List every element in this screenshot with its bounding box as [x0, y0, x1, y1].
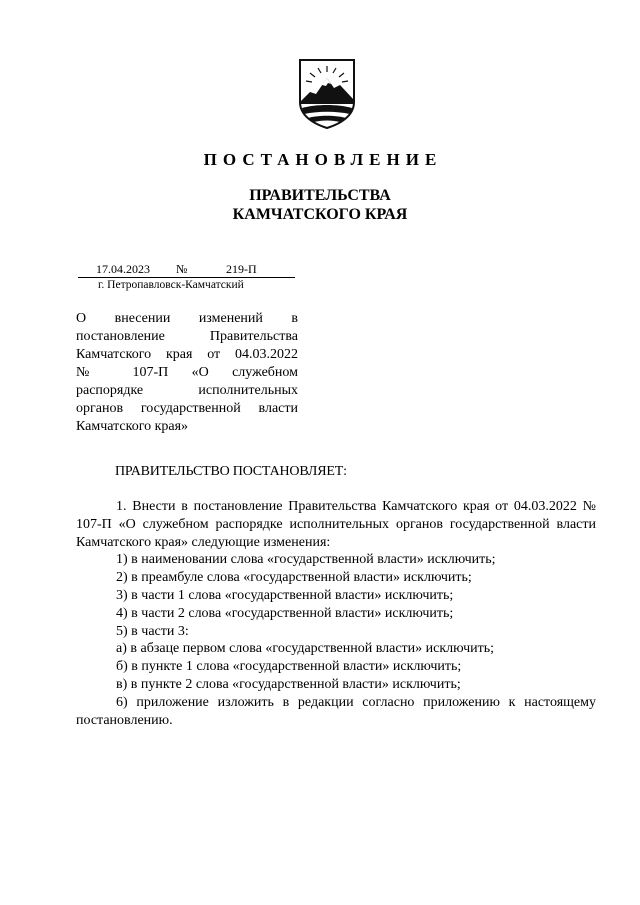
kamchatka-emblem-icon — [296, 58, 358, 130]
document-number: 219-П — [226, 262, 257, 276]
list-item: в) в пункте 2 слова «государственной власти» исключить; — [116, 676, 461, 692]
list-item: 5) в части 3: — [116, 623, 189, 639]
authority-line-1: ПРАВИТЕЛЬСТВА — [249, 187, 391, 204]
list-item: 3) в части 1 слова «государственной власти» исключить; — [116, 587, 454, 603]
subject-line: распорядке исполнительных — [76, 383, 298, 398]
document-title: ПОСТАНОВЛЕНИЕ — [203, 150, 443, 169]
clause-1-intro: 1. Внести в постановление Правительства Камчатского края от 04.03.2022 № 107-П «О служебном распорядке исполнительных органов государственной власти Камчатского края» следующие изменения: — [76, 499, 596, 550]
number-sign: № — [176, 262, 188, 276]
registration-line — [78, 262, 295, 278]
resolution-body — [76, 498, 596, 729]
list-item: б) в пункте 1 слова «государственной власти» исключить; — [116, 659, 462, 675]
city: г. Петропавловск-Камчатский — [98, 279, 244, 291]
subject-line: постановление Правительства — [76, 329, 298, 344]
resolution-heading: ПРАВИТЕЛЬСТВО ПОСТАНОВЛЯЕТ: — [115, 464, 347, 479]
subject-line: О внесении изменений в — [76, 311, 298, 326]
issuing-authority — [0, 186, 640, 224]
document-date: 17.04.2023 — [96, 262, 150, 276]
subject-line: Камчатского края от 04.03.2022 — [76, 347, 298, 362]
subject-line: № 107-П «О служебном — [76, 365, 298, 380]
authority-line-2: КАМЧАТСКОГО КРАЯ — [232, 206, 408, 223]
document-subject — [76, 310, 298, 436]
list-item: 2) в преамбуле слова «государственной власти» исключить; — [116, 570, 472, 586]
subject-line: Камчатского края» — [76, 419, 189, 434]
list-item: 6) приложение изложить в редакции согласно приложению к настоящему постановлению. — [76, 694, 596, 728]
subject-line: органов государственной власти — [76, 401, 298, 416]
list-item: 1) в наименовании слова «государственной власти» исключить; — [116, 552, 496, 568]
list-item: а) в абзаце первом слова «государственной власти» исключить; — [116, 641, 494, 657]
list-item: 4) в части 2 слова «государственной власти» исключить; — [116, 605, 454, 621]
